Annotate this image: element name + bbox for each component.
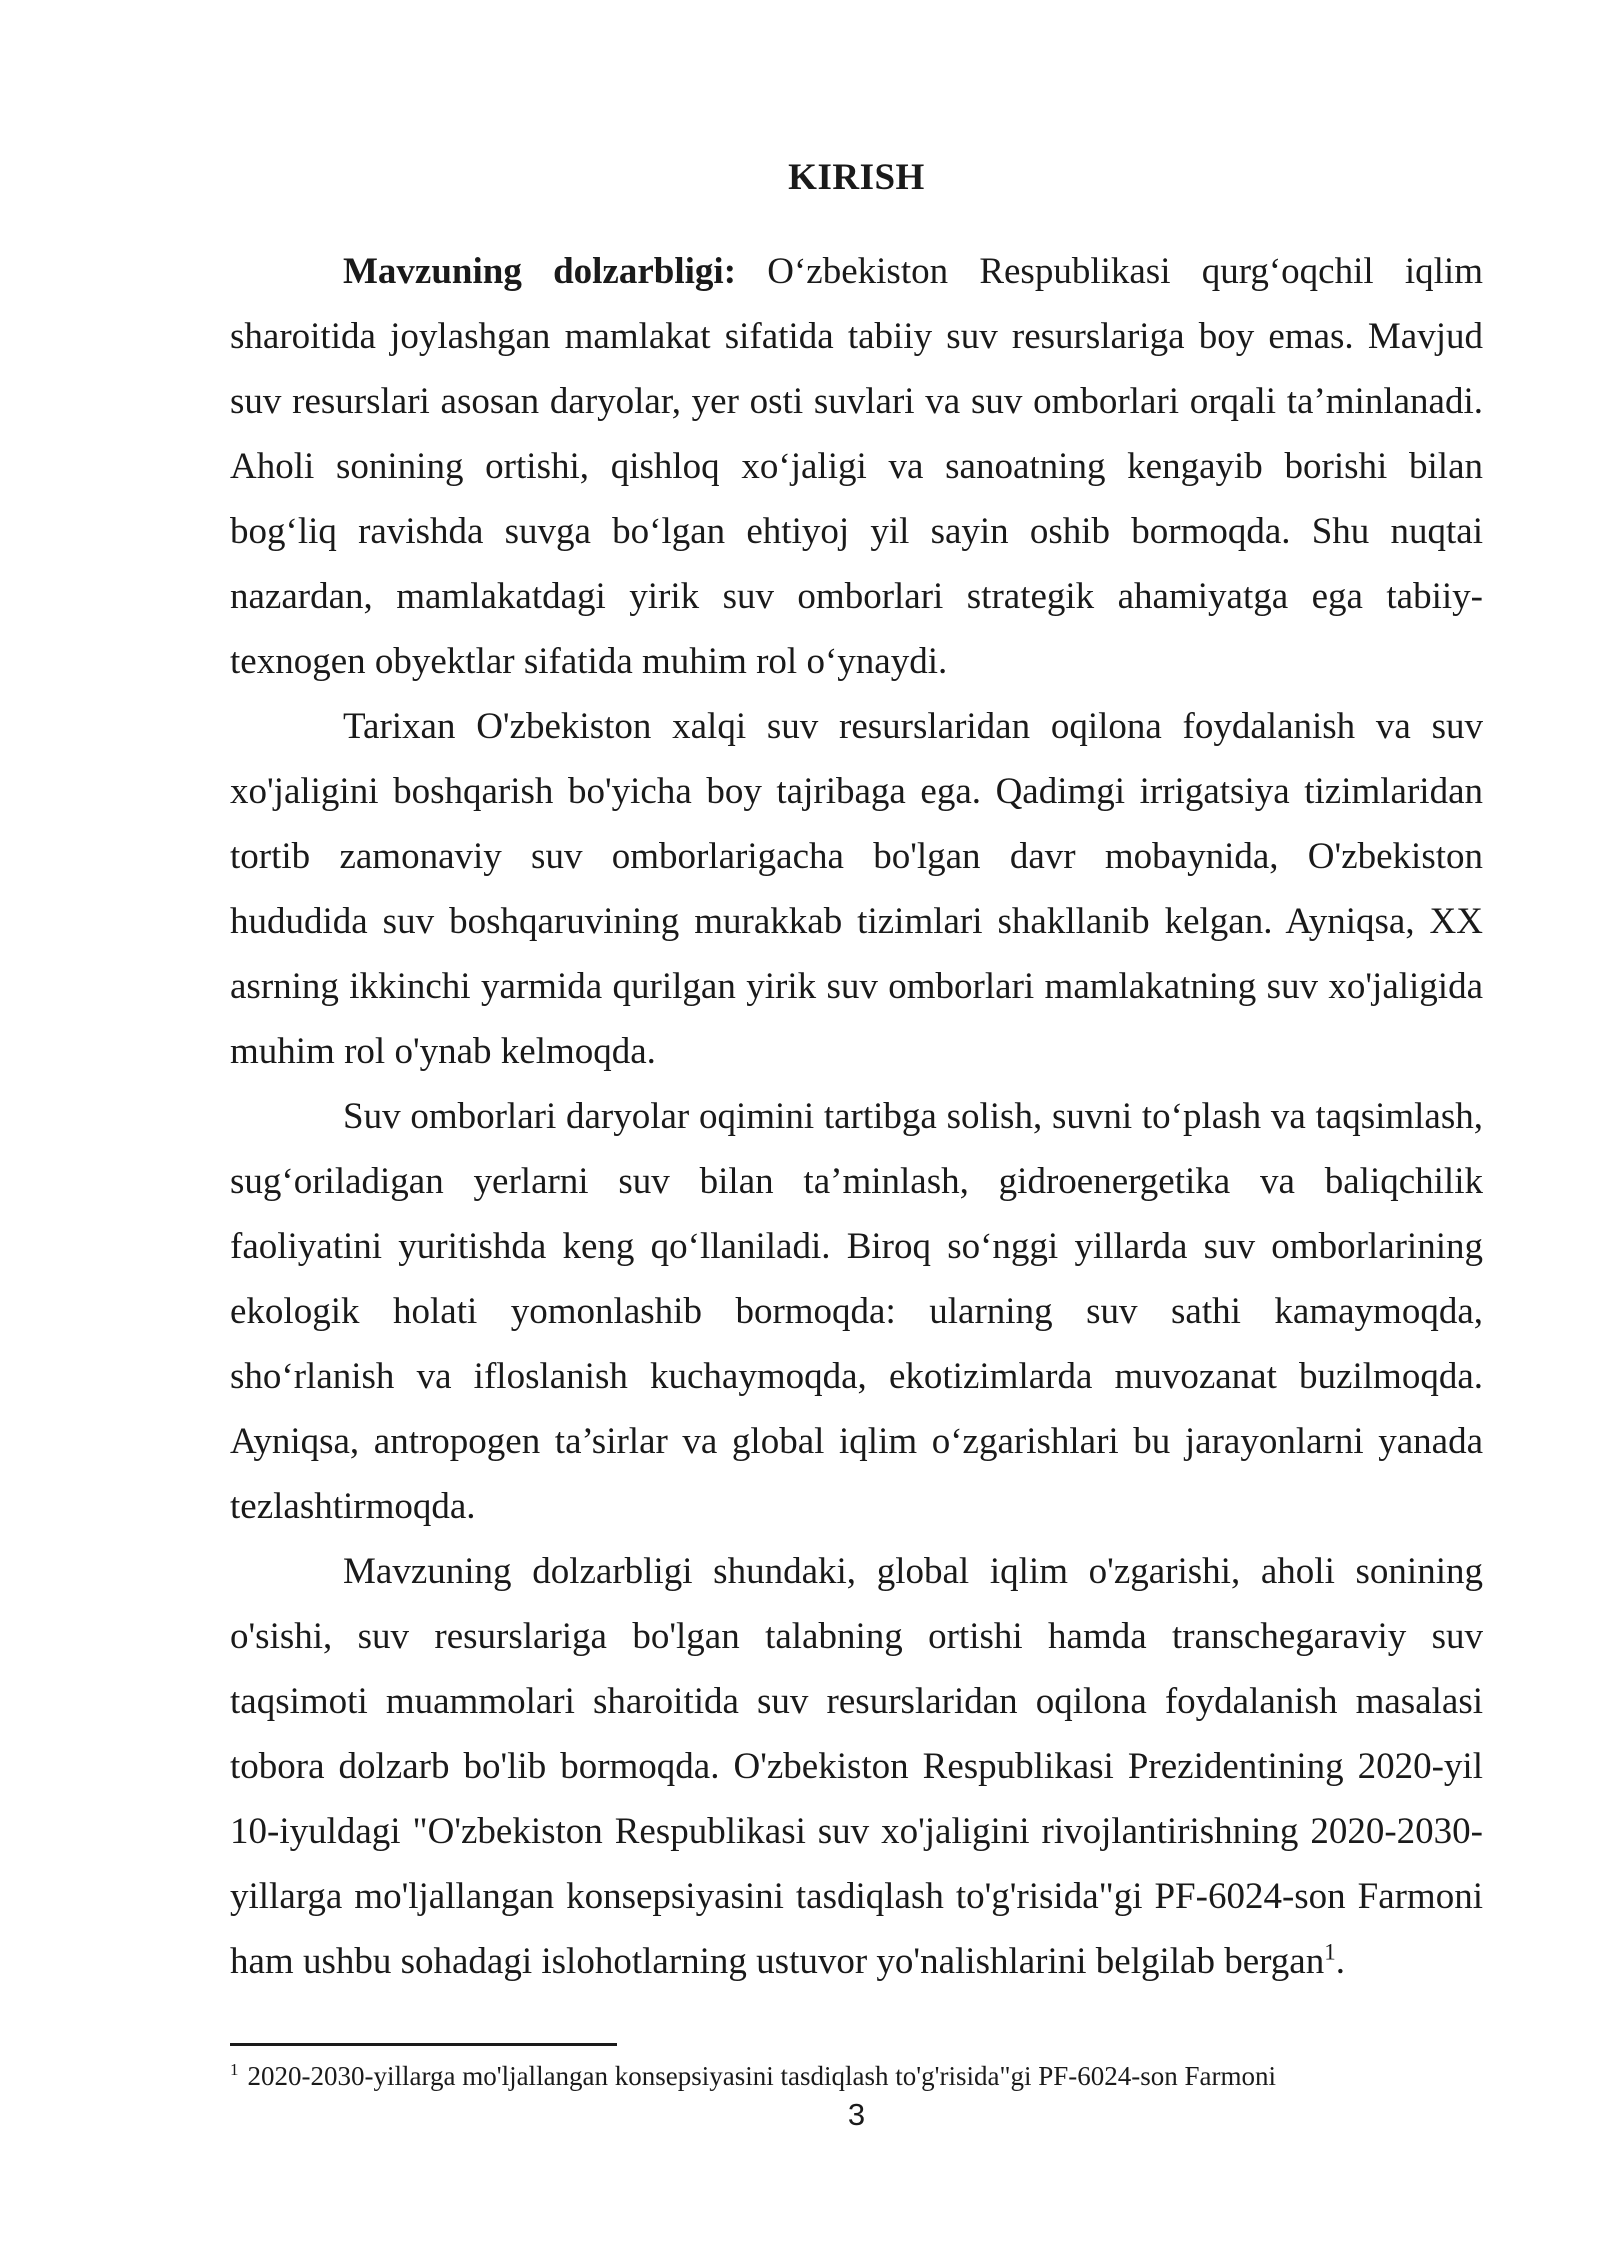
paragraph-4-closing-period: . [1335,1941,1345,1982]
footnote-number-superscript: 1 [230,2060,239,2079]
paragraph-4 [230,1539,1483,1994]
page-title: KIRISH [788,157,925,198]
paragraph-4-text: Mavzuning dolzarbligi shundaki, global iqlim o'zgarishi, aholi sonining o'sishi, suv resurslariga bo'lgan talabning ortishi hamda transchegaraviy suv taqsimoti muammolari sharoitida suv resurslaridan oqilona foydalanish masalasi tobora dolzarb bo'lib bormoqda. O'zbekiston Respublikasi Prezidentining 2020-yil 10-iyuldagi "O'zbekiston Respublikasi suv xo'jaligini rivojlantirishning 2020-2030-yillarga mo'ljallangan konsepsiyasini tasdiqlash to'g'risida"gi PF-6024-son Farmoni ham ushbu sohadagi islohotlarning ustuvor yo'nalishlarini belgilab bergan [230,1551,1483,1982]
page-number: 3 [847,2097,866,2132]
paragraph-3-text: Suv omborlari daryolar oqimini tartibga solish, suvni to‘plash va taqsimlash, sug‘oriladigan yerlarni suv bilan ta’minlash, gidroenergetika va baliqchilik faoliyatini yuritishda keng qo‘llaniladi. Biroq so‘nggi yillarda suv omborlarining ekologik holati yomonlashib bormoqda: ularning suv sathi kamaymoqda, sho‘rlanish va ifloslanish kuchaymoqda, ekotizimlarda muvozanat buzilmoqda. Ayniqsa, antropogen ta’sirlar va global iqlim o‘zgarishlari bu jarayonlarni yanada tezlashtirmoqda. [230,1096,1483,1527]
footnote-reference-superscript: 1 [1324,1939,1336,1965]
footnote-separator-line [230,2043,617,2046]
paragraph-2 [230,694,1483,1084]
footnote [230,2059,1483,2093]
paragraph-1-text: O‘zbekiston Respublikasi qurg‘oqchil iqlim sharoitida joylashgan mamlakat sifatida tabiiy suv resurslariga boy emas. Mavjud suv resurslari asosan daryolar, yer osti suvlari va suv omborlari orqali ta’minlanadi. Aholi sonining ortishi, qishloq xo‘jaligi va sanoatning kengayib borishi bilan bog‘liq ravishda suvga bo‘lgan ehtiyoj yil sayin oshib bormoqda. Shu nuqtai nazardan, mamlakatdagi yirik suv omborlari strategik ahamiyatga ega tabiiy-texnogen obyektlar sifatida muhim rol o‘ynaydi. [230,251,1483,682]
document-body [230,239,1483,1994]
paragraph-1-bold-lead: Mavzuning dolzarbligi: [343,251,768,292]
paragraph-2-text: Tarixan O'zbekiston xalqi suv resurslaridan oqilona foydalanish va suv xo'jaligini boshqarish bo'yicha boy tajribaga ega. Qadimgi irrigatsiya tizimlaridan tortib zamonaviy suv omborlarigacha bo'lgan davr mobaynida, O'zbekiston hududida suv boshqaruvining murakkab tizimlari shakllanib kelgan. Ayniqsa, XX asrning ikkinchi yarmida qurilgan yirik suv omborlari mamlakatning suv xo'jaligida muhim rol o'ynab kelmoqda. [230,706,1483,1072]
paragraph-3 [230,1084,1483,1539]
footnote-text: 2020-2030-yillarga mo'ljallangan konsepsiyasini tasdiqlash to'g'risida"gi PF-6024-son Farmoni [247,2061,1277,2091]
paragraph-1 [230,239,1483,694]
